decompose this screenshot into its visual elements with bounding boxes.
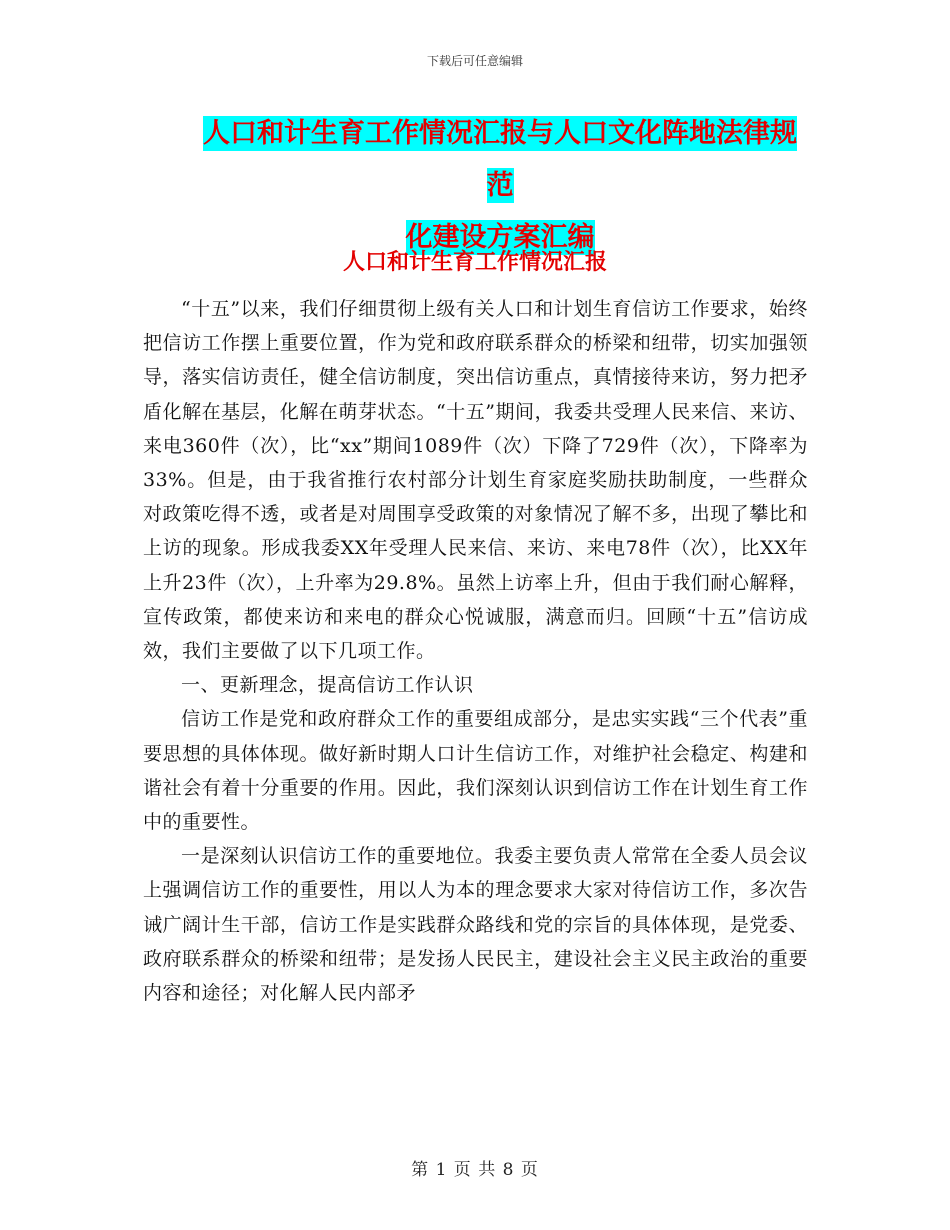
paragraph: 信访工作是党和政府群众工作的重要组成部分，是忠实实践“三个代表”重要思想的具体体现。做好新时期人口计生信访工作，对维护社会稳定、构建和谐社会有着十分重要的作用。因此，我们深刻认识到信访工作在计划生育工作中的重要性。 bbox=[143, 708, 808, 834]
document-title bbox=[190, 108, 810, 264]
page-footer bbox=[0, 1155, 950, 1180]
footer-prefix: 第 bbox=[411, 1160, 430, 1180]
document-title-line-1: 人口和计生育工作情况汇报与人口文化阵地法律规范 bbox=[203, 118, 797, 201]
paragraph: 一是深刻认识信访工作的重要地位。我委主要负责人常常在全委人员会议上强调信访工作的重要性，用以人为本的理念要求大家对待信访工作，多次告诫广阔计生干部，信访工作是实践群众路线和党的宗旨的具体体现，是党委、政府联系群众的桥梁和纽带；是发扬人民民主，建设社会主义民主政治的重要内容和途径；对化解人民内部矛 bbox=[143, 845, 808, 1005]
footer-page-number: 1 bbox=[435, 1160, 448, 1180]
paragraph: “十五”以来，我们仔细贯彻上级有关人口和计划生育信访工作要求，始终把信访工作摆上重要位置，作为党和政府联系群众的桥梁和纽带，切实加强领导，落实信访责任，健全信访制度，突出信访重点，真情接待来访，努力把矛盾化解在基层，化解在萌芽状态。“十五”期间，我委共受理人民来信、来访、来电360件（次），比“xx”期间1089件（次）下降了729件（次），下降率为33%。但是，由于我省推行农村部分计划生育家庭奖励扶助制度，一些群众对政策吃得不透，或者是对周围享受政策的对象情况了解不多，出现了攀比和上访的现象。形成我委XX年受理人民来信、来访、来电78件（次），比XX年上升23件（次），上升率为29.8%。虽然上访率上升，但由于我们耐心解释，宣传政策，都使来访和来电的群众心悦诚服，满意而归。回顾“十五”信访成效，我们主要做了以下几项工作。 bbox=[143, 298, 808, 663]
paragraph-heading: 一、更新理念，提高信访工作认识 bbox=[181, 674, 474, 697]
footer-total-pages: 8 bbox=[502, 1160, 515, 1180]
footer-middle: 页 共 bbox=[453, 1160, 497, 1180]
body-text bbox=[143, 292, 808, 1010]
document-title-line-2: 化建设方案汇编 bbox=[405, 222, 595, 253]
header-note: 下载后可任意编辑 bbox=[426, 54, 523, 68]
section-title: 人口和计生育工作情况汇报 bbox=[342, 250, 607, 275]
footer-suffix: 页 bbox=[520, 1160, 539, 1180]
